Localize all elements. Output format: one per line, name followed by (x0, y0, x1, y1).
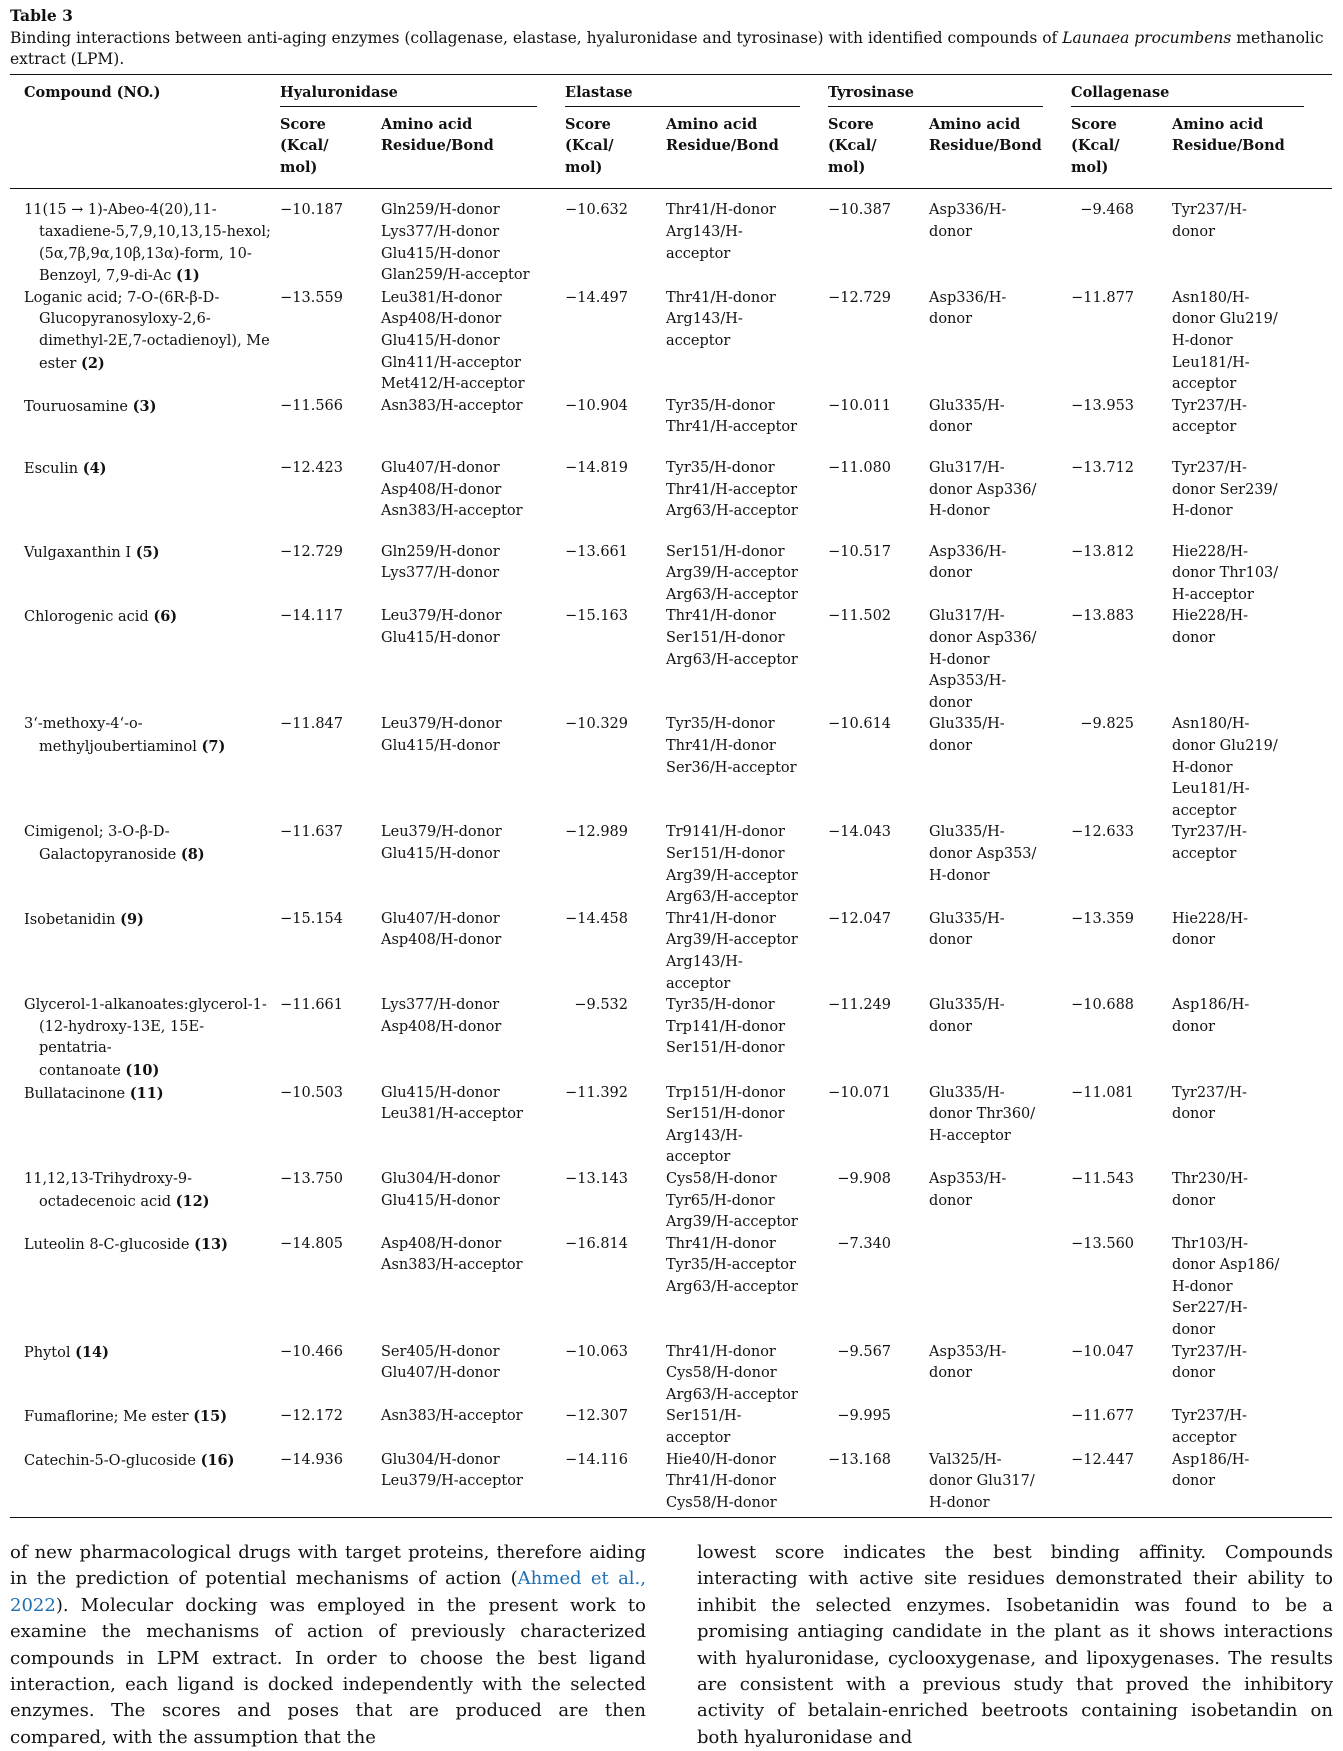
table-row (10, 1083, 1332, 1169)
caption-text-end: methanolic extract (LPM). (10, 29, 1324, 68)
score-cell: −10.187 (280, 202, 343, 219)
residue-cell: Asn383/H-acceptor (381, 1408, 523, 1425)
residue-cell: Thr230/H- donor (1172, 1170, 1249, 1209)
compound-number: (9) (120, 910, 144, 928)
score-cell: −9.825 (1080, 716, 1135, 733)
residue-cell: Asn180/H- donor Glu219/ H-donor Leu181/H- acceptor (1172, 289, 1278, 393)
residue-cell: Tyr237/H- donor Ser239/ H-donor (1172, 459, 1278, 520)
score-cell: −16.814 (565, 1235, 629, 1252)
score-cell: −13.143 (565, 1170, 629, 1187)
compound-number: (12) (175, 1192, 210, 1210)
subheader-residue: Amino acid Residue/Bond (666, 110, 828, 189)
subheader-score: Score (Kcal/ mol) (280, 110, 381, 189)
residue-cell: Tyr35/H-donor Thr41/H-acceptor Arg63/H-acceptor (666, 459, 798, 520)
header-compound: Compound (NO.) (10, 75, 280, 110)
table-row (10, 822, 1332, 908)
score-cell: −11.392 (565, 1084, 629, 1101)
table-row (10, 1450, 1332, 1518)
compound-cell: Vulgaxanthin I (5) (24, 543, 160, 561)
residue-cell (929, 1406, 1071, 1449)
score-cell: −11.877 (1071, 289, 1135, 306)
residue-cell: Glu335/H- donor Asp353/ H-donor (929, 824, 1037, 884)
compound-cell: Loganic acid; 7-O-(6R-β-D- Glucopyranosyloxy-2,6- dimethyl-2E,7-octadienoyl), Me ester (2) (24, 289, 270, 372)
score-cell: −10.688 (1071, 997, 1135, 1014)
residue-cell: Asn383/H-acceptor (381, 397, 523, 414)
header-hyaluronidase: Hyaluronidase (280, 75, 565, 110)
score-cell: −11.677 (1071, 1408, 1135, 1425)
residue-cell: Asp336/H- donor (929, 289, 1007, 328)
header-elastase: Elastase (565, 75, 828, 110)
score-cell: −11.543 (1071, 1170, 1135, 1187)
compound-number: (13) (194, 1235, 229, 1253)
score-cell: −14.805 (280, 1235, 343, 1252)
table-row (10, 909, 1332, 995)
score-cell: −13.559 (280, 289, 343, 306)
subheader-blank (10, 110, 280, 189)
compound-number: (2) (80, 354, 105, 372)
score-cell: −9.468 (1080, 202, 1135, 219)
body-column-left: of new pharmacological drugs with target proteins, therefore aiding in the prediction of potential mechanisms of action (Ahmed et al., 2022). Molecular docking was employed in the present work to examine the mechanisms of action of previously characterized compounds in LPM extract. In order to choose the best ligand interaction, each ligand is docked independently with the selected enzymes. The scores and poses that are produced are then compared, with the assumption that the (10, 1542, 646, 1748)
score-cell: −7.340 (837, 1235, 892, 1252)
binding-table (10, 74, 1332, 1518)
residue-cell: Glu317/H- donor Asp336/ H-donor Asp353/H- donor (929, 608, 1037, 711)
residue-cell: Glu415/H-donor Leu381/H-acceptor (381, 1084, 523, 1123)
table-row (10, 1169, 1332, 1234)
compound-number: (15) (193, 1408, 228, 1426)
residue-cell: Ser151/H-donor Arg39/H-acceptor Arg63/H-acceptor (666, 543, 798, 603)
compound-number: (6) (153, 608, 178, 626)
residue-cell: Leu379/H-donor Glu415/H-donor (381, 716, 502, 755)
score-cell: −11.661 (280, 997, 343, 1014)
residue-cell: Tyr237/H- acceptor (1172, 397, 1247, 436)
residue-cell: Glu407/H-donor Asp408/H-donor (381, 910, 502, 949)
header-collagenase: Collagenase (1071, 75, 1332, 110)
score-cell: −10.387 (828, 202, 892, 219)
score-cell: −14.117 (280, 608, 343, 625)
compound-cell: Isobetanidin (9) (24, 910, 144, 928)
subheader-score: Score (Kcal/ mol) (1071, 110, 1172, 189)
score-cell: −12.447 (1071, 1450, 1172, 1518)
residue-cell: Thr41/H-donor Cys58/H-donor Arg63/H-acceptor (666, 1343, 798, 1403)
score-cell: −9.567 (837, 1343, 892, 1360)
residue-cell: Glu304/H-donor Glu415/H-donor (381, 1170, 500, 1209)
score-cell: −13.712 (1071, 459, 1135, 476)
score-cell: −9.532 (574, 997, 629, 1014)
paper-page (10, 6, 1333, 1518)
residue-cell: Leu381/H-donor Asp408/H-donor Glu415/H-donor Gln411/H-acceptor Met412/H-acceptor (381, 289, 525, 393)
score-cell: −13.168 (828, 1450, 929, 1518)
compound-number: (11) (129, 1084, 164, 1102)
table-row (10, 1234, 1332, 1342)
table-row (10, 1342, 1332, 1407)
table-row (10, 189, 1332, 288)
score-cell: −13.953 (1071, 397, 1135, 414)
residue-cell: Lys377/H-donor Asp408/H-donor (381, 997, 502, 1035)
residue-cell: Gln259/H-donor Lys377/H-donor (381, 543, 500, 582)
score-cell: −10.329 (565, 716, 629, 733)
residue-cell: Asn180/H- donor Glu219/ H-donor Leu181/H- acceptor (1172, 716, 1278, 819)
score-cell: −14.458 (565, 910, 629, 927)
residue-cell: Thr41/H-donor Arg143/H- acceptor (666, 289, 776, 349)
compound-cell: Touruosamine (3) (24, 397, 157, 415)
score-cell: −11.847 (280, 716, 343, 733)
score-cell: −10.071 (828, 1084, 892, 1101)
score-cell: −15.163 (565, 608, 629, 625)
residue-cell: Ser151/H- acceptor (666, 1408, 742, 1447)
residue-cell: Leu379/H-donor Glu415/H-donor (381, 824, 502, 862)
compound-number: (4) (82, 459, 107, 477)
residue-cell: Glu407/H-donor Asp408/H-donor Asn383/H-acceptor (381, 459, 523, 520)
compound-cell: Luteolin 8-C-glucoside (13) (24, 1235, 229, 1253)
score-cell: −10.063 (565, 1343, 629, 1360)
compound-cell: Cimigenol; 3-O-β-D- Galactopyranoside (8) (24, 824, 205, 863)
score-cell: −12.307 (565, 1408, 629, 1425)
score-cell: −11.566 (280, 397, 343, 414)
residue-cell (929, 1234, 1071, 1342)
score-cell: −10.047 (1071, 1343, 1135, 1360)
compound-cell: Phytol (14) (24, 1343, 109, 1361)
score-cell: −14.043 (828, 824, 892, 841)
table-row (10, 1406, 1332, 1449)
caption-text: Binding interactions between anti-aging enzymes (collagenase, elastase, hyaluronidase and tyrosinase) with identified compounds of (10, 29, 1063, 47)
table-row (10, 995, 1332, 1082)
compound-number: (1) (175, 267, 200, 285)
compound-cell: Catechin-5-O-glucoside (16) (10, 1450, 280, 1518)
score-cell: −12.047 (828, 910, 892, 927)
score-cell: −10.904 (565, 397, 629, 414)
table-row (10, 458, 1332, 542)
score-cell: −15.154 (280, 910, 343, 927)
subheader-score: Score (Kcal/ mol) (828, 110, 929, 189)
subheader-residue: Amino acid Residue/Bond (1172, 110, 1332, 189)
table-row (10, 714, 1332, 822)
residue-cell: Tyr237/H- donor (1172, 202, 1247, 240)
score-cell: −12.729 (280, 543, 343, 560)
residue-cell: Hie228/H- donor Thr103/ H-acceptor (1172, 543, 1279, 603)
score-cell: −12.172 (280, 1408, 343, 1425)
score-cell: −10.614 (828, 716, 892, 733)
score-cell: −13.883 (1071, 608, 1135, 625)
score-cell: −10.011 (828, 397, 892, 414)
table-row (10, 396, 1332, 458)
score-cell: −10.466 (280, 1343, 343, 1360)
body-text (10, 1540, 1333, 1751)
header-tyrosinase: Tyrosinase (828, 75, 1071, 110)
compound-cell: Chlorogenic acid (6) (24, 608, 178, 626)
residue-cell: Tyr35/H-donor Trp141/H-donor Ser151/H-donor (666, 997, 786, 1057)
residue-cell: Tr9141/H-donor Ser151/H-donor Arg39/H-acceptor Arg63/H-acceptor (666, 824, 798, 906)
caption-species: Launaea procumbens (1062, 29, 1232, 47)
residue-cell: Tyr237/H- acceptor (1172, 824, 1247, 862)
residue-cell: Tyr237/H- acceptor (1172, 1408, 1247, 1447)
compound-number: (14) (75, 1343, 109, 1361)
score-cell: −14.497 (565, 289, 629, 306)
residue-cell: Leu379/H-donor Glu415/H-donor (381, 608, 502, 647)
compound-number: (5) (135, 543, 160, 561)
residue-cell: Tyr35/H-donor Thr41/H-donor Ser36/H-acceptor (666, 716, 797, 776)
score-cell: −12.633 (1071, 824, 1135, 841)
score-cell: −11.249 (828, 997, 892, 1014)
score-cell: −10.632 (565, 202, 629, 219)
score-cell: −14.116 (565, 1450, 666, 1518)
residue-cell: Glu335/H- donor (929, 397, 1005, 436)
score-cell: −11.081 (1071, 1084, 1135, 1101)
residue-cell: Gln259/H-donor Lys377/H-donor Glu415/H-donor Glan259/H-acceptor (381, 202, 530, 284)
residue-cell: Asp186/H- donor (1172, 1450, 1332, 1518)
residue-cell: Ser405/H-donor Glu407/H-donor (381, 1343, 500, 1382)
residue-cell: Asp353/H- donor (929, 1170, 1007, 1209)
table-row (10, 542, 1332, 607)
residue-cell: Cys58/H-donor Tyr65/H-donor Arg39/H-acceptor (666, 1170, 798, 1231)
residue-cell: Thr41/H-donor Arg143/H- acceptor (666, 202, 776, 262)
score-cell: −11.637 (280, 824, 343, 841)
subheader-residue: Amino acid Residue/Bond (929, 110, 1071, 189)
residue-cell: Glu317/H- donor Asp336/ H-donor (929, 459, 1037, 520)
residue-cell: Thr41/H-donor Tyr35/H-acceptor Arg63/H-acceptor (666, 1235, 798, 1295)
body-column-right: lowest score indicates the best binding affinity. Compounds interacting with active site residues demonstrated their ability to inhibit the selected enzymes. Isobetanidin was found to be a promising antiaging candidate in the plant as it shows interactions with hyaluronidase, cyclooxygenase, and lipoxygenases. The results are consistent with a previous study that proved the inhibitory activity of betalain-enriched beetroots containing isobetandin on both hyaluronidase and (697, 1542, 1333, 1748)
score-cell: −10.517 (828, 543, 892, 560)
residue-cell: Hie40/H-donor Thr41/H-donor Cys58/H-donor (666, 1450, 828, 1518)
residue-cell: Asp336/H- donor (929, 543, 1007, 582)
citation-link[interactable]: Ahmed et al., 2022 (10, 1568, 646, 1616)
residue-cell: Hie228/H- donor (1172, 910, 1249, 949)
table-row (10, 606, 1332, 714)
subheader-score: Score (Kcal/ mol) (565, 110, 666, 189)
score-cell: −13.812 (1071, 543, 1135, 560)
residue-cell: Val325/H- donor Glu317/ H-donor (929, 1450, 1071, 1518)
score-cell: −12.423 (280, 459, 343, 476)
residue-cell: Tyr237/H- donor (1172, 1084, 1247, 1123)
residue-cell: Trp151/H-donor Ser151/H-donor Arg143/H- acceptor (666, 1084, 786, 1166)
residue-cell: Glu335/H- donor (929, 997, 1005, 1035)
compound-number: (8) (180, 846, 205, 863)
score-cell: −13.750 (280, 1170, 343, 1187)
compound-cell: Glycerol-1-alkanoates:glycerol-1- (12-hydroxy-13E, 15E-pentatria- contanoate (10) (24, 997, 267, 1079)
residue-cell: Thr103/H- donor Asp186/ H-donor Ser227/H- donor (1172, 1235, 1280, 1339)
compound-cell: 11(15 → 1)-Abeo-4(20),11- taxadiene-5,7,9,10,13,15-hexol; (5α,7β,9α,10β,13α)-form, 10- Benzoyl, 7,9-di-Ac (1) (24, 202, 271, 285)
score-cell: −13.359 (1071, 910, 1135, 927)
table-caption (10, 28, 1333, 70)
subheader-residue: Amino acid Residue/Bond (381, 110, 565, 189)
residue-cell: Asp408/H-donor Asn383/H-acceptor (381, 1235, 523, 1274)
residue-cell: Asp336/H- donor (929, 202, 1007, 240)
score-cell: −13.560 (1071, 1235, 1135, 1252)
residue-cell: Glu335/H- donor (929, 910, 1005, 949)
score-cell: −9.995 (837, 1408, 892, 1425)
compound-number: (10) (125, 1061, 160, 1079)
compound-cell: 3‘-methoxy-4‘-o- methyljoubertiaminol (7) (24, 716, 226, 756)
compound-cell: Esculin (4) (24, 459, 107, 477)
residue-cell: Thr41/H-donor Arg39/H-acceptor Arg143/H- acceptor (666, 910, 798, 992)
compound-cell: Bullatacinone (11) (24, 1084, 164, 1102)
table-label: Table 3 (10, 6, 73, 25)
score-cell: −14.936 (280, 1450, 381, 1518)
residue-cell: Glu304/H-donor Leu379/H-acceptor (381, 1450, 565, 1518)
compound-number: (7) (201, 738, 226, 756)
score-cell: −9.908 (837, 1170, 892, 1187)
score-cell: −11.080 (828, 459, 892, 476)
table-row (10, 288, 1332, 396)
compound-cell: Fumaflorine; Me ester (15) (24, 1408, 228, 1426)
score-cell: −13.661 (565, 543, 629, 560)
residue-cell: Glu335/H- donor Thr360/ H-acceptor (929, 1084, 1036, 1144)
residue-cell: Thr41/H-donor Ser151/H-donor Arg63/H-acceptor (666, 608, 798, 668)
residue-cell: Hie228/H- donor (1172, 608, 1249, 647)
score-cell: −12.729 (828, 289, 892, 306)
residue-cell: Glu335/H- donor (929, 716, 1005, 755)
residue-cell: Tyr35/H-donor Thr41/H-acceptor (666, 397, 798, 436)
residue-cell: Asp186/H- donor (1172, 997, 1250, 1035)
score-cell: −11.502 (828, 608, 892, 625)
residue-cell: Tyr237/H- donor (1172, 1343, 1247, 1382)
score-cell: −12.989 (565, 824, 629, 841)
score-cell: −14.819 (565, 459, 629, 476)
compound-cell: 11,12,13-Trihydroxy-9- octadecenoic acid (12) (24, 1170, 210, 1210)
residue-cell: Asp353/H- donor (929, 1343, 1007, 1382)
compound-number: (16) (200, 1451, 235, 1469)
score-cell: −10.503 (280, 1084, 343, 1101)
compound-number: (3) (132, 397, 157, 415)
